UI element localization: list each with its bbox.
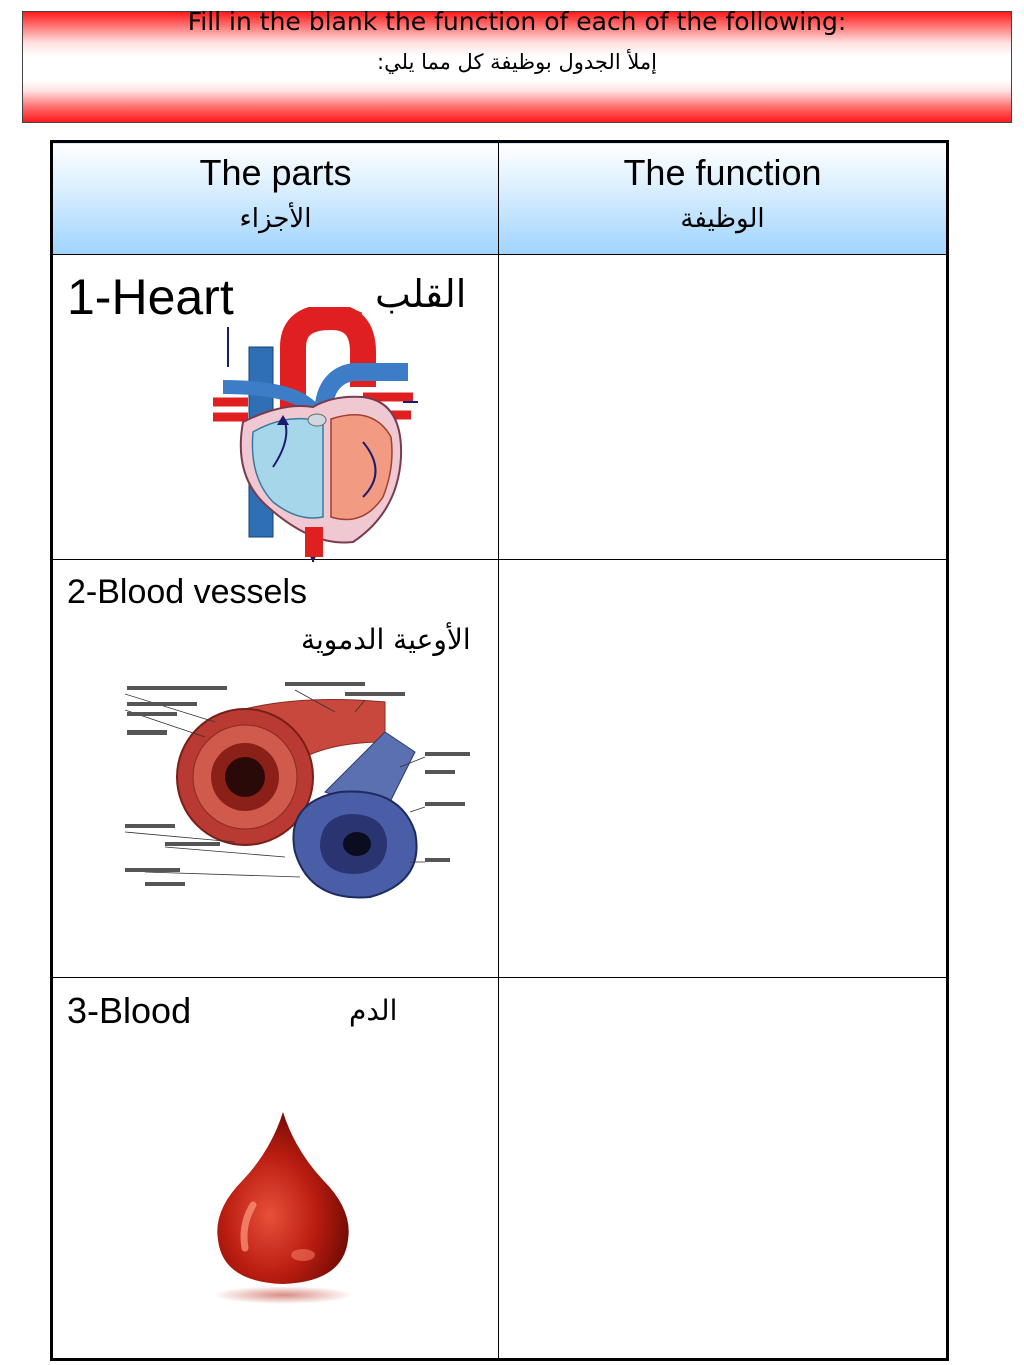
header-function — [499, 142, 948, 255]
function-cell-blood[interactable] — [499, 978, 948, 1360]
part-label-heart-arabic: القلب — [375, 272, 467, 316]
blood-drop-icon — [203, 1110, 363, 1310]
function-cell-heart[interactable] — [499, 255, 948, 560]
part-label-blood-vessels-arabic: الأوعية الدموية — [301, 623, 471, 656]
instruction-arabic: إملأ الجدول بوظيفة كل مما يلي: — [377, 50, 657, 74]
part-label-blood-arabic: الدم — [349, 994, 398, 1027]
table-row — [52, 255, 948, 560]
table-header-row — [52, 142, 948, 255]
part-cell-heart — [52, 255, 499, 560]
header-parts-arabic: الأجزاء — [239, 204, 312, 234]
instruction-english: Fill in the blank the function of each of the following: — [187, 7, 847, 36]
header-function-arabic: الوظيفة — [680, 204, 765, 234]
part-label-blood-vessels: 2-Blood vessels — [67, 573, 308, 611]
header-function-english: The function — [623, 152, 822, 193]
part-cell-blood-vessels — [52, 560, 499, 978]
table-row — [52, 978, 948, 1360]
part-label-heart: 1-Heart — [67, 269, 234, 325]
header-parts — [52, 142, 499, 255]
parts-function-table — [50, 140, 949, 1361]
function-cell-blood-vessels[interactable] — [499, 560, 948, 978]
part-label-blood: 3-Blood — [67, 990, 192, 1031]
header-parts-english: The parts — [199, 152, 352, 193]
instruction-banner — [22, 7, 1012, 123]
table-row — [52, 560, 948, 978]
heart-diagram-icon — [213, 307, 423, 562]
artery-vein-cross-section-icon — [125, 682, 470, 932]
part-cell-blood — [52, 978, 499, 1360]
